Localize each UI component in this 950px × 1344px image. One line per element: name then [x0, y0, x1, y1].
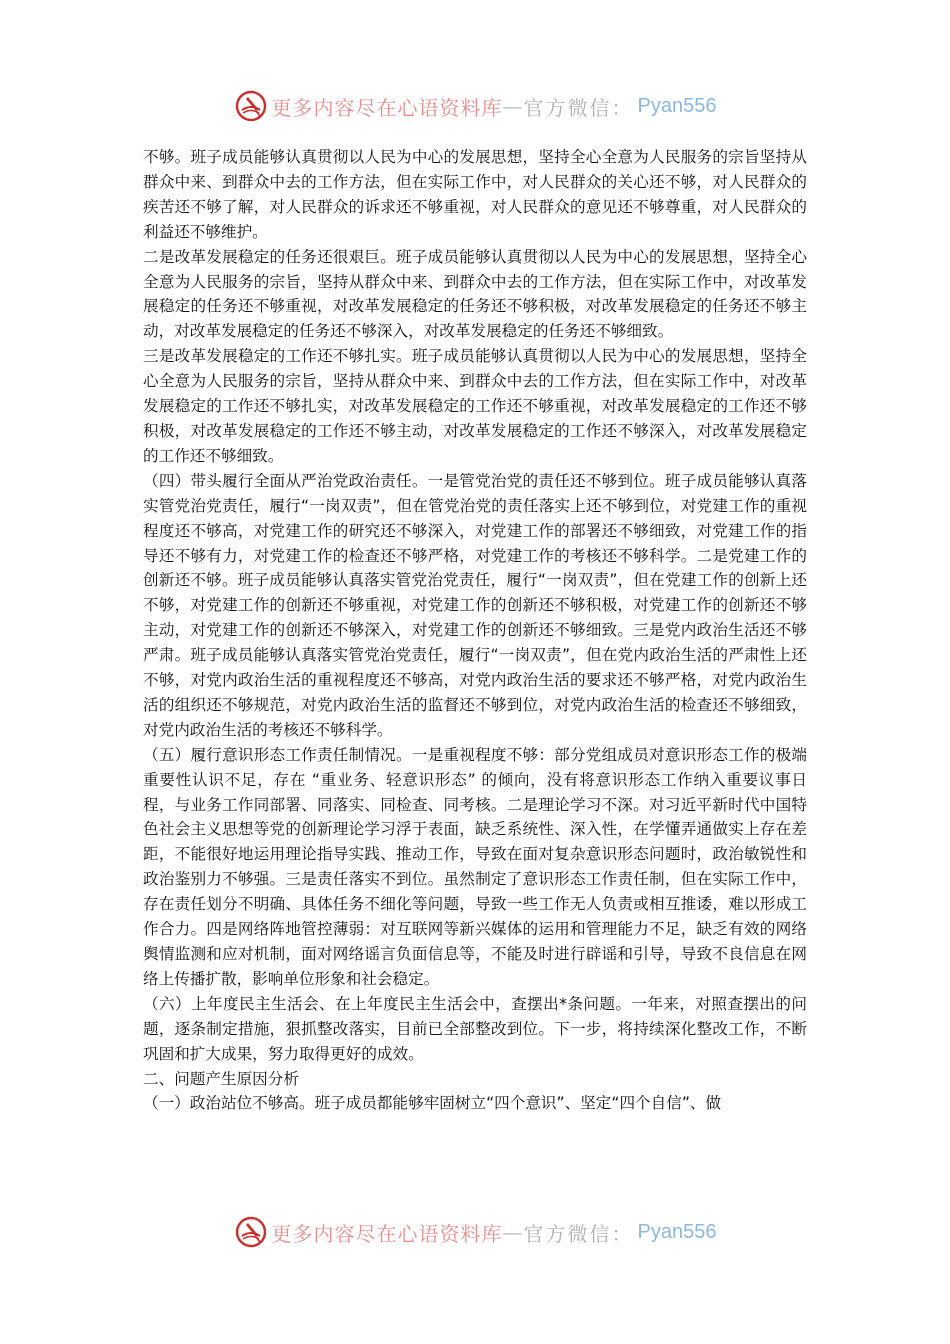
banner-wechat-id: Pyan556 — [637, 94, 717, 117]
banner-wechat-label: 官方微信： — [523, 95, 634, 120]
book-pen-logo-icon — [234, 1215, 268, 1249]
paragraph-6: （六）上年度民主生活会、在上年度民主生活会中，查摆出*条问题。一年来，对照查摆出的问题，逐条制定措施，狠抓整改落实，目前已全部整改到位。下一步，将持续深化整改工作，不断巩固和扩大成果，努力取得更好的成效。 — [143, 994, 807, 1063]
document-body — [143, 145, 807, 1116]
paragraph-5: （五）履行意识形态工作责任制情况。一是重视程度不够：部分党组成员对意识形态工作的极端重要性认识不足，存在 “重业务、轻意识形态” 的倾向，没有将意识形态工作纳入重要议事日程，与业务工作同部署、同落实、同检查、同考核。二是理论学习不深。对习近平新时代中国特色社会主义思想等党的创新理论学习浮于表面，缺乏系统性、深入性，在学懂弄通做实上存在差距，不能很好地运用理论指导实践、推动工作，导致在面对复杂意识形态问题时，政治敏锐性和政治鉴别力不够强。三是责任落实不到位。虽然制定了意识形态工作责任制，但在实际工作中，存在责任划分不明确、具体任务不细化等问题，导致一些工作无人负责或相互推诿，难以形成工作合力。四是网络阵地管控薄弱：对互联网等新兴媒体的运用和管理能力不足，缺乏有效的网络舆情监测和应对机制，面对网络谣言负面信息等，不能及时进行辟谣和引导，导致不良信息在网络上传播扩散，影响单位形象和社会稳定。 — [143, 745, 807, 988]
paragraph-1: 不够。班子成员能够认真贯彻以人民为中心的发展思想，坚持全心全意为人民服务的宗旨坚持从群众中来、到群众中去的工作方法，但在实际工作中，对人民群众的关心还不够，对人民群众的疾苦还不够了解，对人民群众的诉求还不够重视，对人民群众的意见还不够尊重，对人民群众的利益还不够维护。 — [143, 148, 807, 241]
footer-wechat-id: Pyan556 — [637, 1220, 717, 1243]
book-pen-logo-icon — [234, 89, 268, 123]
paragraph-3: 三是改革发展稳定的工作还不够扎实。班子成员能够认真贯彻以人民为中心的发展思想，坚持全心全意为人民服务的宗旨，坚持从群众中来、到群众中去的工作方法，但在实际工作中，对改革发展稳定的工作还不够扎实，对改革发展稳定的工作还不够重视，对改革发展稳定的工作还不够积极，对改革发展稳定的工作还不够主动，对改革发展稳定的工作还不够深入，对改革发展稳定的工作还不够细致。 — [143, 347, 807, 465]
footer-banner-separator: — — [502, 1220, 524, 1244]
footer-banner-title: 更多内容尽在心语资料库 — [271, 1221, 503, 1246]
paragraph-2: 二是改革发展稳定的任务还很艰巨。班子成员能够认真贯彻以人民为中心的发展思想，坚持全心全意为人民服务的宗旨，坚持从群众中来、到群众中去的工作方法，但在实际工作中，对改革发展稳定的任务还不够重视，对改革发展稳定的任务还不够积极，对改革发展稳定的任务还不够主动，对改革发展稳定的任务还不够深入，对改革发展稳定的任务还不够细致。 — [143, 247, 807, 341]
header-banner — [0, 84, 950, 128]
paragraph-4: （四）带头履行全面从严治党政治责任。一是管党治党的责任还不够到位。班子成员能够认真落实管党治党责任，履行“一岗双责”，但在管党治党的责任落实上还不够到位，对党建工作的重视程度还不够高，对党建工作的研究还不够深入，对党建工作的部署还不够细致，对党建工作的指导还不够有力，对党建工作的检查还不够严格，对党建工作的考核还不够科学。二是党建工作的创新还不够。班子成员能够认真落实管党治党责任，履行“一岗双责”，但在党建工作的创新上还不够，对党建工作的创新还不够重视，对党建工作的创新还不够积极，对党建工作的创新还不够主动，对党建工作的创新还不够深入，对党建工作的创新还不够细致。三是党内政治生活还不够严肃。班子成员能够认真落实管党治党责任，履行“一岗双责”，但在党内政治生活的严肃性上还不够，对党内政治生活的重视程度还不够高，对党内政治生活的要求还不够严格，对党内政治生活的组织还不够规范，对党内政治生活的监督还不够到位，对党内政治生活的检查还不够细致，对党内政治生活的考核还不够科学。 — [143, 471, 807, 739]
section-heading: 二、问题产生原因分析 — [143, 1069, 299, 1088]
banner-title: 更多内容尽在心语资料库 — [271, 95, 503, 120]
banner-separator: — — [502, 94, 524, 118]
paragraph-7: （一）政治站位不够高。班子成员都能够牢固树立“四个意识”、坚定“四个自信”、做 — [143, 1094, 722, 1113]
footer-wechat-label: 官方微信： — [523, 1221, 634, 1246]
footer-banner — [0, 1210, 950, 1254]
